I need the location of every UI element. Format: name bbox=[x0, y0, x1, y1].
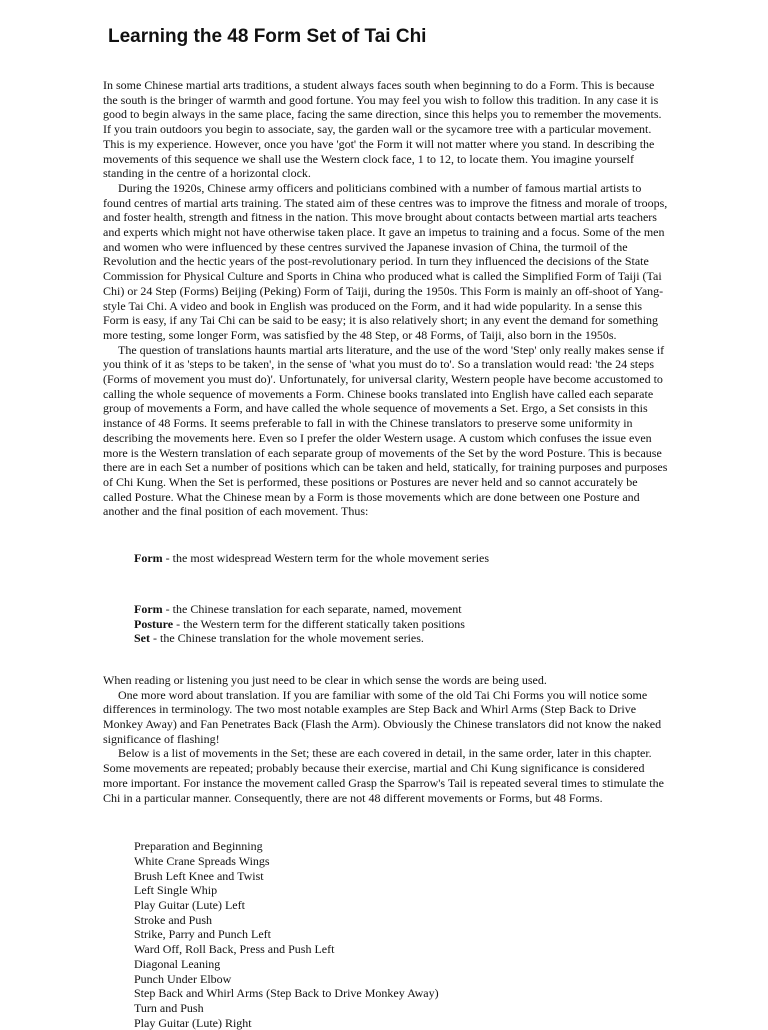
paragraph: One more word about translation. If you are familiar with some of the old Tai Chi Forms you will notice some differences in terminology. The two most notable examples are Step Back and Whirl Arms (Step Back to Drive Monkey Away) and Fan Penetrates Back (Flash the Arm). Obviously the Chinese translators did not know the naked significance of flashing! bbox=[103, 687, 662, 746]
definition-term: Posture bbox=[134, 616, 174, 631]
list-item: Stroke and Push bbox=[134, 912, 212, 927]
list-item: Play Guitar (Lute) Right bbox=[134, 1015, 252, 1030]
paragraph: The question of translations haunts martial arts literature, and the use of the word 'Step' only really makes sense if you think of it as 'steps to be taken', in the sense of 'what you must do to'. So a translation would read: 'the 24 steps (Forms of movement you must do)'. Unfortunately, for universal clarity, Western people have become accustomed to calling the whole sequence of movements a Form. Chinese books translated into English have called each separate group of movements a Form, and have called the whole sequence of movements a Set. Ergo, a Set consists in this instance of 48 Forms. It seems preferable to fall in with the Chinese translators to preserve some uniformity in describing the movements here. Even so I prefer the older Western usage. A custom which confuses the issue even more is the Western translation of each separate group of movements of the Set by the word Posture. This is because there are in each Set a number of positions which can be taken and held, statically, for training purposes and purposes of Chi Kung. When the Set is performed, these positions or Postures are never held and so cannot accurately be called Posture. What the Chinese mean by a Form is those movements which are done between one Posture and another and the final position of each movement. Thus: bbox=[103, 342, 668, 519]
list-item: Play Guitar (Lute) Left bbox=[134, 898, 245, 913]
list-item: Preparation and Beginning bbox=[134, 839, 263, 854]
definition-term: Set bbox=[134, 631, 150, 646]
list-item: Turn and Push bbox=[134, 1000, 204, 1015]
definition-chinese-posture bbox=[134, 617, 668, 632]
definition-text: - the Western term for the different statically taken positions bbox=[173, 616, 465, 631]
definition-chinese-set bbox=[134, 631, 668, 646]
definition-term: Form bbox=[134, 551, 163, 566]
definition-text: - the Chinese translation for the whole movement series. bbox=[150, 631, 424, 646]
paragraph: When reading or listening you just need to be clear in which sense the words are being used. bbox=[103, 672, 547, 687]
definition-text: - the most widespread Western term for the whole movement series bbox=[162, 551, 490, 566]
definitions-chinese bbox=[103, 602, 668, 646]
list-item: Step Back and Whirl Arms (Step Back to Drive Monkey Away) bbox=[134, 986, 439, 1001]
definition-term: Form bbox=[134, 601, 163, 616]
list-item: Ward Off, Roll Back, Press and Push Left bbox=[134, 942, 335, 957]
list-item: Diagonal Leaning bbox=[134, 956, 221, 971]
page-title: Learning the 48 Form Set of Tai Chi bbox=[108, 26, 427, 47]
list-item: Strike, Parry and Punch Left bbox=[134, 927, 271, 942]
list-item: Brush Left Knee and Twist bbox=[134, 868, 264, 883]
list-item: Punch Under Elbow bbox=[134, 971, 232, 986]
paragraph: Below is a list of movements in the Set; these are each covered in detail, in the same order, later in this chapter. Some movements are repeated; probably because their exercise, martial and Chi Kung significance is considered more important. For instance the movement called Grasp the Sparrow's Tail is repeated several times to stimulate the Chi in a particular manner. Consequently, there are not 48 different movements or Forms, but 48 Forms. bbox=[103, 746, 664, 805]
paragraph: In some Chinese martial arts traditions, a student always faces south when beginning to do a Form. This is because the south is the bringer of warmth and good fortune. You may feel you wish to follow this tradition. In any case it is good to begin always in the same place, facing the same direction, since this helps you to remember the movements. If you train outdoors you begin to associate, say, the garden wall or the sycamore tree with a particular movement. This is my experience. However, once you have 'got' the Form it will not matter where you stand. In describing the movements of this sequence we shall use the Western clock face, 1 to 12, to locate them. You imagine yourself standing in the centre of a horizontal clock. bbox=[103, 78, 662, 181]
paragraph: During the 1920s, Chinese army officers and politicians combined with a number of famous martial artists to found centres of martial arts training. The stated aim of these centres was to improve the fitness and morale of troops, and foster health, strength and fitness in the nation. This move brought about contacts between martial arts teachers and experts which might not have otherwise taken place. It gave an impetus to training and a focus. Some of the men and women who were influenced by these centres survived the Japanese invasion of China, the turmoil of the Revolution and the hectic years of the post-revolutionary period. In turn they influenced the decisions of the State Commission for Physical Culture and Sports in China who produced what is called the Simplified Form of Taiji (Tai Chi) or 24 Step (Forms) Beijing (Peking) Form of Taiji, during the 1950s. This Form is mainly an off-shoot of Yang-style Tai Chi. A video and book in English was produced on the Form, and it had wide popularity. In a sense this Form is easy, if any Tai Chi can be said to be easy; it is also relatively short; in any event the demand for something more testing, some longer Form, was satisfied by the 48 Step, or 48 Forms, of Taiji, also born in the 1950s. bbox=[103, 180, 668, 342]
document-body bbox=[103, 78, 668, 1030]
list-item: White Crane Spreads Wings bbox=[134, 853, 270, 868]
list-item: Left Single Whip bbox=[134, 883, 218, 898]
definition-western-form bbox=[103, 551, 668, 566]
definition-chinese-form bbox=[134, 602, 668, 617]
movement-list bbox=[134, 839, 668, 1030]
definition-text: - the Chinese translation for each separate, named, movement bbox=[162, 601, 462, 616]
